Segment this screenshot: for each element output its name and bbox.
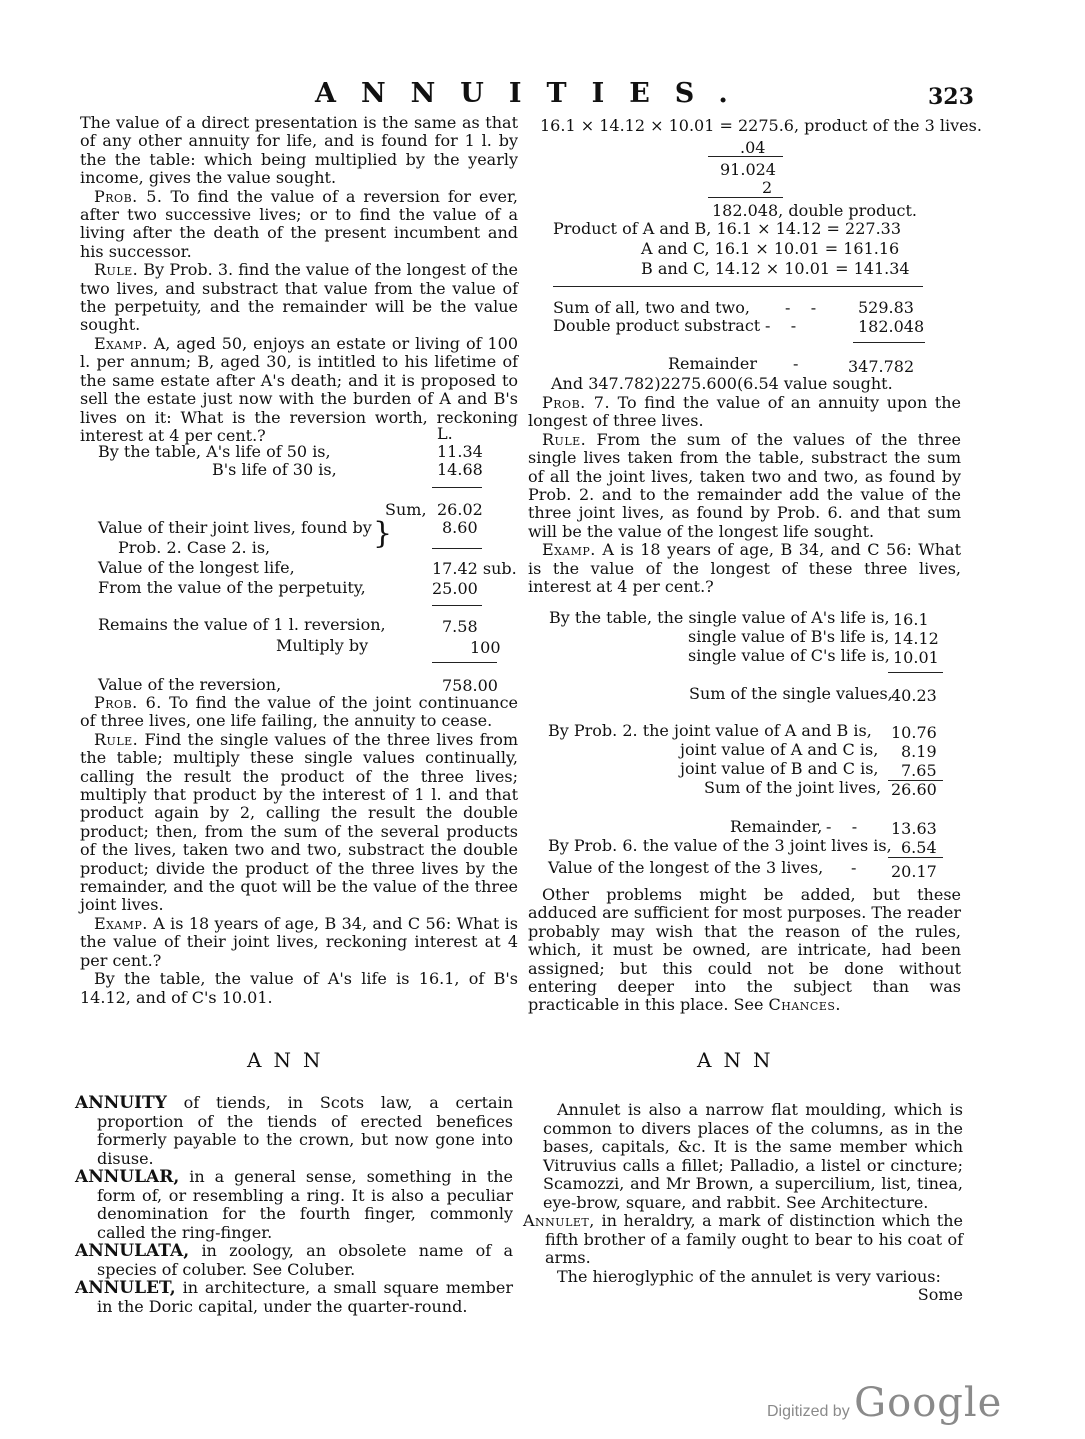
dictionary-left <box>75 1094 513 1316</box>
running-title: ANNUITIES. <box>315 78 753 109</box>
left-column <box>80 114 518 445</box>
examp-label: Examp. <box>94 913 148 933</box>
closing-paragraph <box>528 886 961 1015</box>
table-label: Sum of the single values, <box>689 684 893 703</box>
table-value: 8.60 <box>442 518 478 537</box>
dashes: - - <box>826 817 858 836</box>
prob-6 <box>80 694 518 731</box>
definition: in zoology, an obsolete name of a species of coluber. See Coluber. <box>97 1241 513 1279</box>
catchword: Some <box>917 1285 963 1304</box>
table-label: Sum, <box>385 500 427 519</box>
prob-label: Prob. 7. <box>542 393 611 412</box>
headword: ANNUITY <box>75 1093 167 1113</box>
calc-value: 347.782 <box>848 357 915 376</box>
entry-annuity <box>75 1094 513 1168</box>
calc-line: 16.1 × 14.12 × 10.01 = 2275.6, product of the 3 lives. <box>540 116 982 135</box>
prob-text: To find the value of an annuity upon the longest of three lives. <box>528 393 961 431</box>
divider <box>708 156 783 157</box>
calc-value: 529.83 <box>858 298 914 317</box>
rule-text: Find the single values of the three lives from the table; multiply these single values continually, calling the result the product of the three lives; multiply that product by the interest of 1 l. and that product again by 2, calling the result the double product; then, from the sum of the several products of the lives, taken two and two, substract the double product; divide the product of the three lives by the remainder, and the quot will be the value of the three joint lives. <box>80 729 518 915</box>
table-label: Remainder, <box>730 817 823 836</box>
table-label: B's life of 30 is, <box>212 460 337 479</box>
calc-line: A and C, 16.1 × 10.01 = 161.16 <box>641 239 900 258</box>
prob-text: To find the value of a reversion for ever, after two successive lives; or to find the value of a living after the death of the present incumbent and his successor. <box>80 186 519 261</box>
calc-line: 182.048, double product. <box>712 201 917 220</box>
brace: } <box>373 516 393 551</box>
closing-text: Other problems might be added, but these adduced are sufficient for most purposes. The reader probably may wish that the reason of the rules, which, it must be owned, are intricate, had been assigned; but this could not be done without entering deeper into the subject than was practicable in this place. See <box>528 885 961 1015</box>
definition: in architecture, a small square member in the Doric capital, under the quarter-round. <box>97 1278 513 1316</box>
table-value: 25.00 <box>432 579 478 598</box>
definition: in heraldry, a mark of distinction which the fifth brother of a family ought to bear to his coat of arms. <box>545 1211 963 1267</box>
headword: ANNULATA, <box>75 1241 190 1261</box>
table-label: Multiply by <box>276 636 369 655</box>
table-label: joint value of B and C is, <box>680 759 879 778</box>
table-value: 17.42 sub. <box>432 559 517 578</box>
definition: of tiends, in Scots law, a certain proportion of the tiends of erected benefices formerly payable to the crown, but now gone into disuse. <box>97 1093 513 1168</box>
table-value: 26.60 <box>891 780 937 799</box>
google-logo: Google <box>854 1380 1003 1426</box>
table-label: By the table, the single value of A's life is, <box>549 608 890 627</box>
divider <box>553 286 923 287</box>
unit-label: L. <box>437 424 453 443</box>
digitized-watermark <box>767 1380 1002 1426</box>
examp-text: A is 18 years of age, B 34, and C 56: What is the value of their joint lives, reckoning interest at 4 per cent.? <box>80 913 518 970</box>
paragraph-direct-presentation: The value of a direct presentation is the same as that of any other annuity for life, and is found for 1 l. by the the table: which being multiplied by the yearly income, gives the value sought. <box>80 113 518 188</box>
example-7 <box>528 541 961 596</box>
calc-label: Sum of all, two and two, <box>553 298 750 317</box>
calc-line: Product of A and B, 16.1 × 14.12 = 227.33 <box>553 219 902 238</box>
prob-text: To find the value of the joint continuance of three lives, one life failing, the annuity to cease. <box>80 693 519 731</box>
calc-label: Remainder <box>668 354 758 373</box>
headword: ANNULET, <box>75 1278 176 1298</box>
table-label: Value of the longest life, <box>98 558 295 577</box>
divider <box>432 487 482 488</box>
table-label: By Prob. 2. the joint value of A and B is, <box>548 721 872 740</box>
right-column-prob7 <box>528 394 961 596</box>
section-header-right: ANN <box>697 1048 783 1072</box>
prob-label: Prob. 6. <box>94 693 162 712</box>
calc-value: 182.048 <box>858 317 925 336</box>
calc-line: 2 <box>762 178 773 197</box>
calc-line: .04 <box>740 138 766 157</box>
calc-line: 91.024 <box>720 160 776 179</box>
table-label: Value of their joint lives, found by <box>98 518 372 537</box>
left-column-lower <box>80 694 518 1007</box>
table-label: Value of the reversion, <box>98 675 282 694</box>
table-value: 11.34 <box>437 442 483 461</box>
table-value: 14.12 <box>893 629 939 648</box>
table-value: 20.17 <box>891 862 937 881</box>
cross-reference-link[interactable]: Chances. <box>768 995 841 1015</box>
paragraph-table-values: By the table, the value of A's life is 16.1, of B's 14.12, and of C's 10.01. <box>80 969 518 1007</box>
table-label: Remains the value of 1 l. reversion, <box>98 615 386 634</box>
dictionary-right <box>523 1101 963 1305</box>
divider <box>432 548 482 549</box>
table-label: Value of the longest of the 3 lives, <box>548 858 824 877</box>
table-label: By the table, A's life of 50 is, <box>98 442 331 461</box>
entry-annular <box>75 1168 513 1242</box>
prob-label: Prob. 5. <box>94 186 163 206</box>
table-value: 26.02 <box>437 500 483 519</box>
prob-5 <box>80 188 518 262</box>
table-value: 40.23 <box>891 686 937 705</box>
calc-label: Double product substract <box>553 316 761 335</box>
calc-line: B and C, 14.12 × 10.01 = 141.34 <box>641 259 910 278</box>
divider <box>708 197 783 198</box>
table-value: 14.68 <box>437 460 483 479</box>
table-label: From the value of the perpetuity, <box>98 578 366 597</box>
rule-5 <box>80 261 518 335</box>
rule-6 <box>80 731 518 915</box>
dashes: - - <box>785 298 817 317</box>
divider <box>888 857 943 858</box>
watermark-prefix: Digitized by <box>767 1403 850 1420</box>
rule-7 <box>528 431 961 541</box>
table-label: single value of B's life is, <box>688 627 890 646</box>
rule-label: Rule. <box>542 429 587 449</box>
divider <box>432 662 497 663</box>
definition: in a general sense, something in the form of, or resembling a ring. It is also a peculiar denomination for the fourth finger, commonly called the ring-finger. <box>97 1167 513 1242</box>
prob-7 <box>528 394 961 431</box>
rule-text: By Prob. 3. find the value of the longest of the two lives, and substract that value from the value of the perpetuity, and the remainder will be the value sought. <box>80 260 518 335</box>
examp-text: A is 18 years of age, B 34, and C 56: What is the value of the longest of these three lives, interest at 4 per cent.? <box>528 540 961 597</box>
table-label: single value of C's life is, <box>688 646 890 665</box>
divider <box>888 672 943 673</box>
entry-annulet-heraldry <box>523 1212 963 1268</box>
table-label: Prob. 2. Case 2. is, <box>118 538 271 557</box>
table-label: joint value of A and C is, <box>680 740 879 759</box>
page-number: 323 <box>928 84 974 110</box>
table-value: 7.58 <box>442 617 478 636</box>
rule-label: Rule. <box>94 260 139 280</box>
table-value: 100 <box>470 638 501 657</box>
divider <box>853 342 925 343</box>
headword: ANNULAR, <box>75 1167 180 1187</box>
examp-label: Examp. <box>94 333 148 353</box>
annulet-moulding: Annulet is also a narrow flat moulding, which is common to divers places of the columns, as in the bases, capitals, &c. It is the same member which Vitruvius calls a fillet; Palladio, a listel or cincture; Scamozzi, and Mr Brown, a supercilium, list, tinea, eye-brow, square, and rabbit. See Architecture. <box>543 1100 963 1212</box>
example-6 <box>80 915 518 970</box>
table-value: 10.01 <box>893 648 939 667</box>
rule-label: Rule. <box>94 729 139 749</box>
hieroglyphic-paragraph: The hieroglyphic of the annulet is very various: <box>557 1266 941 1286</box>
dash: - <box>851 858 857 877</box>
headword: Annulet, <box>523 1211 595 1230</box>
table-value: 13.63 <box>891 819 937 838</box>
table-value: 7.65 <box>901 761 937 780</box>
entry-annulet <box>75 1279 513 1316</box>
table-value: 758.00 <box>442 676 498 695</box>
entry-annulata <box>75 1242 513 1279</box>
divider <box>432 605 482 606</box>
table-label: By Prob. 6. the value of the 3 joint lives is, <box>548 836 892 855</box>
section-header-left: ANN <box>247 1048 333 1072</box>
dash: - <box>793 354 799 373</box>
table-value: 8.19 <box>901 742 937 761</box>
dashes: - - <box>765 316 797 335</box>
table-label: Sum of the joint lives, <box>704 778 882 797</box>
table-value: 16.1 <box>893 610 929 629</box>
table-value: 10.76 <box>891 723 937 742</box>
calc-line: And 347.782)2275.600(6.54 value sought. <box>551 374 893 393</box>
examp-label: Examp. <box>542 540 596 560</box>
table-value: 6.54 <box>901 838 937 857</box>
rule-text: From the sum of the values of the three single lives taken from the table, substract the sum of all the joint lives, taken two and two, as found by Prob. 2. and to the remainder add the value of the three joint lives, as found by Prob. 6. and that sum will be the value of the longest life sought. <box>528 429 961 541</box>
examp-text: A, aged 50, enjoys an estate or living of 100 l. per annum; B, aged 30, is intitled to his lifetime of the same estate after A's death; and it is proposed to sell the estate just now with the burden of A and B's lives on it: What is the reversion worth, reckoning interest at 4 per cent.? <box>80 333 518 445</box>
